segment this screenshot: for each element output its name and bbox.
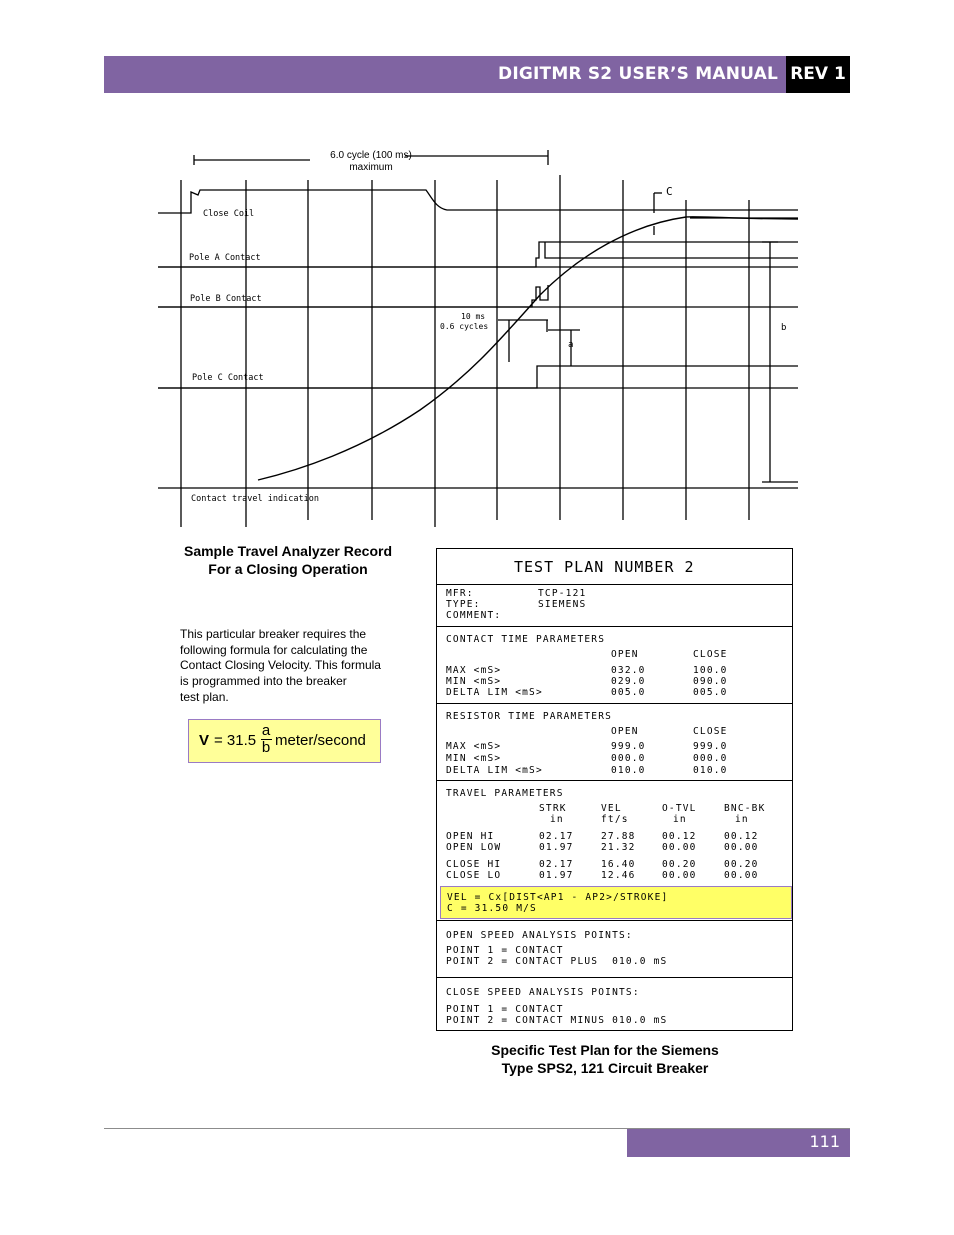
c-label: C	[666, 185, 673, 198]
interval-label-sub: 0.6 cycles	[440, 322, 489, 331]
contact-time-section: CONTACT TIME PARAMETERS OPEN CLOSE MAX <mS> 032.0 100.0 MIN <mS> 029.0 090.0 DELTA LIM <mS> 005.0 005.0	[437, 627, 792, 704]
revision-badge: REV 1	[786, 56, 850, 93]
formula-numerator: a	[261, 722, 271, 739]
a-label: a	[568, 340, 574, 350]
test-plan-identity-section: MFR: TCP-121 TYPE: SIEMENS COMMENT:	[437, 585, 792, 627]
document-title: DIGITMR S2 USER’S MANUAL	[498, 64, 778, 84]
trace-label-travel: Contact travel indication	[191, 494, 319, 504]
interval-label: 10 ms	[461, 312, 486, 321]
test-plan-title: TEST PLAN NUMBER 2	[514, 558, 695, 576]
resistor-time-section: RESISTOR TIME PARAMETERS OPEN CLOSE MAX <mS> 999.0 999.0 MIN <mS> 000.0 000.0 DELTA LIM <mS> 010.0 010.0	[437, 704, 792, 781]
formula-unit: meter/second	[275, 732, 366, 749]
trace-label-close-coil: Close Coil	[203, 209, 255, 219]
travel-parameters-section: TRAVEL PARAMETERS STRK VEL O-TVL BNC-BK in ft/s in in OPEN HI 02.17 27.88 00.12 00.12 OPEN LOW 01.97 21.32 00.00 00.00 CLOSE HI 02.17 16.40 00.20 00.20 CLOSE LO 01.97 12.46 00.00 00.00	[437, 781, 792, 921]
trace-label-pole-a: Pole A Contact	[189, 253, 261, 263]
footer-bar	[627, 1129, 850, 1157]
close-speed-section: CLOSE SPEED ANALYSIS POINTS: POINT 1 = CONTACT POINT 2 = CONTACT MINUS 010.0 mS	[446, 987, 668, 1026]
contact-travel-curve	[258, 217, 798, 480]
c-constant: C = 31.50 M/S	[447, 903, 537, 914]
formula-denominator: b	[261, 739, 271, 756]
open-speed-section: OPEN SPEED ANALYSIS POINTS: POINT 1 = CONTACT POINT 2 = CONTACT PLUS 010.0 mS	[437, 921, 792, 978]
formula-description: This particular breaker requires the following formula for calculating the Contact Closing Velocity. This formula is programmed into the breaker test plan.	[180, 627, 381, 704]
travel-record-caption: Sample Travel Analyzer Record For a Closing Operation	[183, 543, 393, 577]
formula-eq: = 31.5	[214, 732, 257, 749]
test-plan-panel	[436, 548, 793, 1031]
test-plan-title-section	[437, 549, 792, 585]
duration-label-sub: maximum	[349, 162, 393, 173]
test-plan-caption: Specific Test Plan for the Siemens Type SPS2, 121 Circuit Breaker	[491, 1042, 719, 1076]
formula-v: V	[199, 732, 210, 749]
b-label: b	[781, 323, 787, 333]
page-number: 111	[809, 1132, 840, 1151]
trace-label-pole-b: Pole B Contact	[190, 294, 262, 304]
velocity-formula-box	[188, 719, 381, 763]
trace-label-pole-c: Pole C Contact	[192, 373, 264, 383]
duration-label: 6.0 cycle (100 ms)	[330, 150, 412, 161]
travel-analyzer-record	[0, 0, 954, 540]
vel-formula: VEL = Cx[DIST<AP1 - AP2>/STROKE]	[447, 892, 669, 903]
formula-fraction	[260, 723, 272, 755]
velocity-formula-highlight	[440, 886, 792, 919]
